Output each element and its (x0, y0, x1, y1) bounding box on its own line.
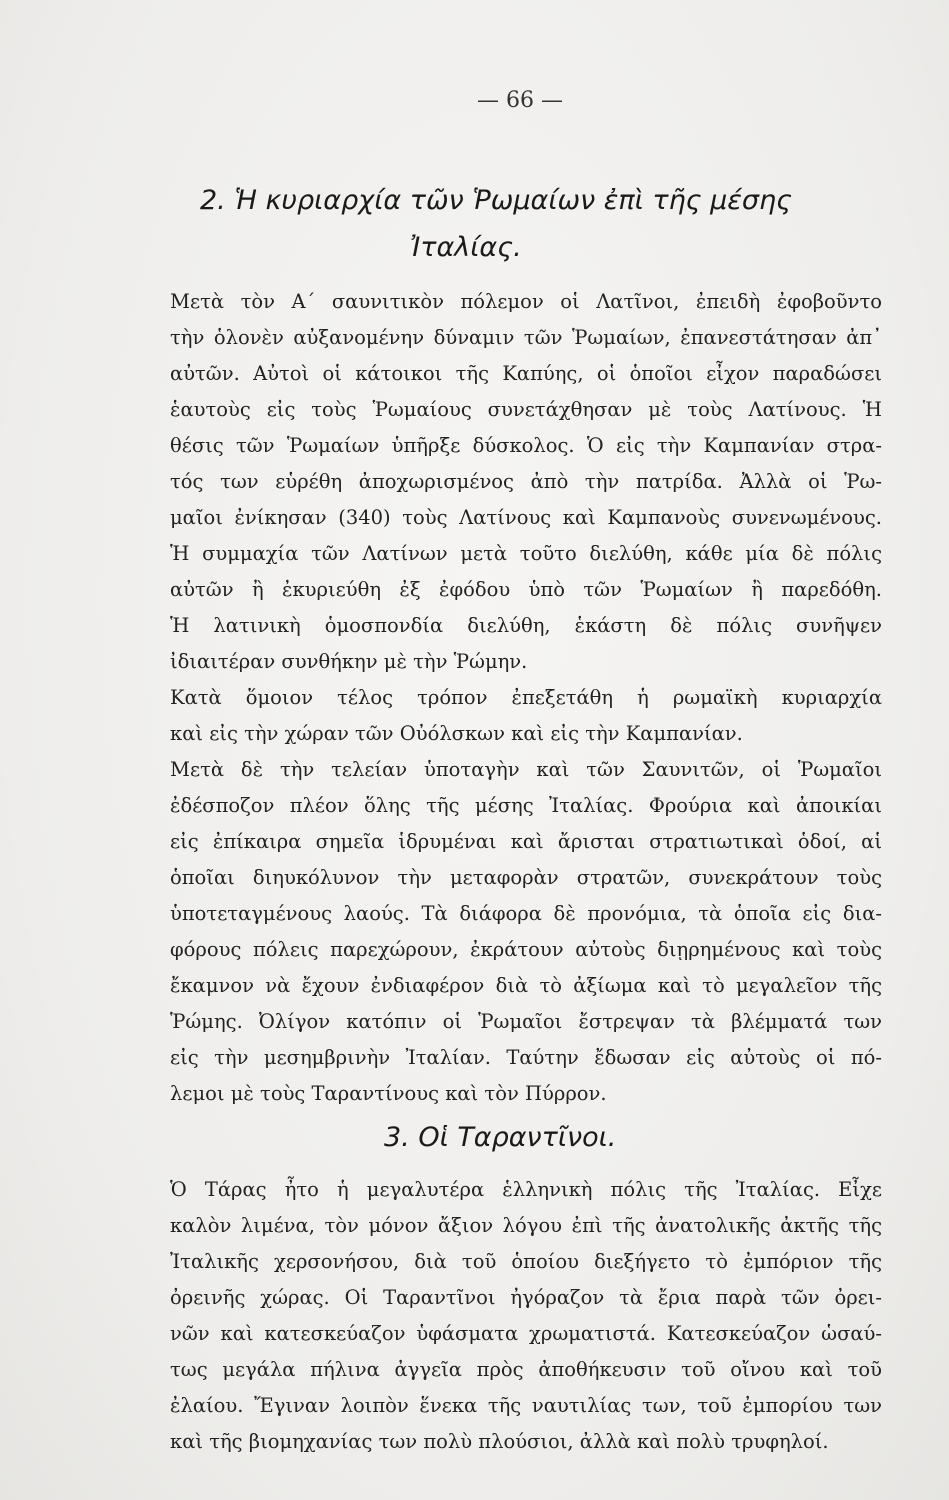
text-line: αὐτῶν. Αὐτοὶ οἱ κάτοικοι τῆς Καπύης, οἱ ὁποῖοι εἶχον παραδώσει (170, 362, 882, 385)
text-line: ἔκαμνον νὰ ἔχουν ἐνδιαφέρον διὰ τὸ ἀξίωμα καὶ τὸ μεγαλεῖον τῆς (170, 974, 882, 997)
text-line: Ἡ λατινικὴ ὁμοσπονδία διελύθη, ἑκάστη δὲ πόλις συνῆψεν (170, 614, 882, 637)
text-line: Κατὰ ὅμοιον τέλος τρόπον ἐπεξετάθη ἡ ρωμαϊκὴ κυριαρχία (170, 686, 882, 709)
text-line: τως μεγάλα πήλινα ἀγγεῖα πρὸς ἀποθήκευσιν τοῦ οἴνου καὶ τοῦ (170, 1358, 882, 1381)
section-2-title-line-1: 2. Ἡ κυριαρχία τῶν Ῥωμαίων ἐπὶ τῆς μέσης (200, 185, 792, 216)
text-line: Ἡ συμμαχία τῶν Λατίνων μετὰ τοῦτο διελύθη, κάθε μία δὲ πόλις (170, 542, 882, 565)
text-line: Μετὰ δὲ τὴν τελείαν ὑποταγὴν καὶ τῶν Σαυνιτῶν, οἱ Ῥωμαῖοι (170, 758, 882, 781)
text-line: αὐτῶν ἢ ἐκυριεύθη ἐξ ἐφόδου ὑπὸ τῶν Ῥωμαίων ἢ παρεδόθη. (170, 578, 882, 601)
text-line: μαῖοι ἐνίκησαν (340) τοὺς Λατίνους καὶ Καμπανοὺς συνενωμένους. (170, 506, 882, 529)
text-line: καὶ τῆς βιομηχανίας των πολὺ πλούσιοι, ἀλλὰ καὶ πολὺ τρυφηλοί. (170, 1430, 829, 1453)
text-line: ἐδέσποζον πλέον ὅλης τῆς μέσης Ἰταλίας. Φρούρια καὶ ἀποικίαι (170, 794, 882, 817)
text-line: Ῥώμης. Ὀλίγον κατόπιν οἱ Ῥωμαῖοι ἔστρεψαν τὰ βλέμματά των (170, 1010, 882, 1033)
text-line: ὁποῖαι διηυκόλυνον τὴν μεταφορὰν στρατῶν, συνεκράτουν τοὺς (170, 866, 882, 889)
text-line: εἰς ἐπίκαιρα σημεῖα ἱδρυμέναι καὶ ἄρισται στρατιωτικαὶ ὁδοί, αἱ (170, 830, 882, 853)
text-line: ἐλαίου. Ἔγιναν λοιπὸν ἕνεκα τῆς ναυτιλίας των, τοῦ ἐμπορίου των (170, 1394, 882, 1417)
section-3-body (170, 1172, 882, 1460)
text-line: λεμοι μὲ τοὺς Ταραντίνους καὶ τὸν Πύρρον. (170, 1082, 607, 1105)
text-line: εἰς τὴν μεσημβρινὴν Ἰταλίαν. Ταύτην ἔδωσαν εἰς αὐτοὺς οἱ πό- (170, 1046, 882, 1069)
text-line: Ἰταλικῆς χερσονήσου, διὰ τοῦ ὁποίου διεξήγετο τὸ ἐμπόριον τῆς (170, 1250, 882, 1273)
text-line: νῶν καὶ κατεσκεύαζον ὑφάσματα χρωματιστά. Κατεσκεύαζον ὡσαύ- (170, 1322, 882, 1345)
text-line: ὀρεινῆς χώρας. Οἱ Ταραντῖνοι ἠγόραζον τὰ ἔρια παρὰ τῶν ὀρει- (170, 1286, 882, 1309)
text-line: ἑαυτοὺς εἰς τοὺς Ῥωμαίους συνετάχθησαν μὲ τοὺς Λατίνους. Ἡ (170, 398, 882, 421)
page-number: — 66 — (477, 88, 563, 113)
text-line: ἰδιαιτέραν συνθήκην μὲ τὴν Ῥώμην. (170, 650, 528, 673)
text-line: ὑποτεταγμένους λαούς. Τὰ διάφορα δὲ προνόμια, τὰ ὁποῖα εἰς δια- (170, 902, 882, 925)
text-line: θέσις τῶν Ῥωμαίων ὑπῆρξε δύσκολος. Ὁ εἰς τὴν Καμπανίαν στρα- (170, 434, 882, 457)
text-line: καλὸν λιμένα, τὸν μόνον ἄξιον λόγου ἐπὶ τῆς ἀνατολικῆς ἀκτῆς τῆς (170, 1214, 882, 1237)
section-2-title-line-2: Ἰταλίας. (410, 232, 522, 263)
text-line: τὴν ὁλονὲν αὐξανομένην δύναμιν τῶν Ῥωμαίων, ἐπανεστάτησαν ἀπ᾿ (170, 326, 882, 349)
text-line: φόρους πόλεις παρεχώρουν, ἐκράτουν αὐτοὺς διῃρημένους καὶ τοὺς (170, 938, 882, 961)
text-line: τός των εὑρέθη ἀποχωρισμένος ἀπὸ τὴν πατρίδα. Ἀλλὰ οἱ Ῥω- (170, 470, 882, 493)
text-line: Μετὰ τὸν Α΄ σαυνιτικὸν πόλεμον οἱ Λατῖνοι, ἐπειδὴ ἐφοβοῦντο (170, 290, 882, 313)
section-3-title: 3. Οἱ Ταραντῖνοι. (384, 1122, 617, 1153)
text-line: καὶ εἰς τὴν χώραν τῶν Οὐόλσκων καὶ εἰς τὴν Καμπανίαν. (170, 722, 743, 745)
text-line: Ὁ Τάρας ἦτο ἡ μεγαλυτέρα ἑλληνικὴ πόλις τῆς Ἰταλίας. Εἶχε (170, 1178, 882, 1201)
section-2-body (170, 284, 882, 1112)
